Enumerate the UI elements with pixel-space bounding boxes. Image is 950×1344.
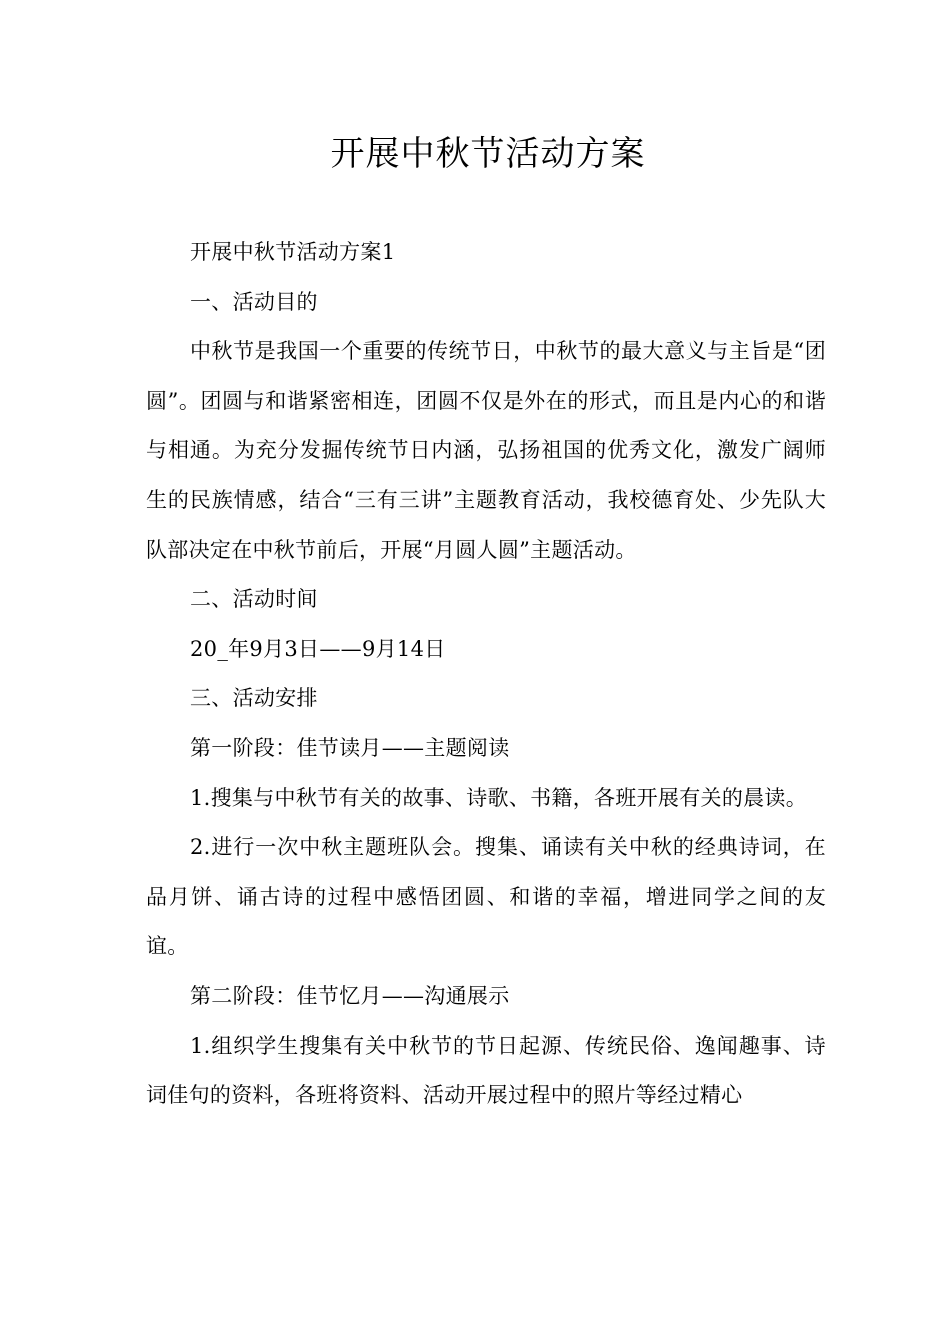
paragraph-section-time: 二、活动时间 — [190, 587, 318, 612]
paragraph-section-purpose: 一、活动目的 — [190, 289, 318, 314]
paragraph-time-text: 20_年9月3日——9月14日 — [190, 636, 446, 661]
paragraph-purpose-text: 中秋节是我国一个重要的传统节日，中秋节的最大意义与主旨是“团圆”。团圆与和谐紧密相连，团圆不仅是外在的形式，而且是内心的和谐与相通。为充分发掘传统节日内涵，弘扬祖国的优秀文化，激发广阔师生的民族情感，结合“三有三讲”主题教育活动，我校德育处、少先队大队部决定在中秋节前后，开展“月圆人圆”主题活动。 — [146, 339, 826, 562]
paragraph-stage-one: 第一阶段：佳节读月——主题阅读 — [190, 735, 510, 760]
document-body — [146, 228, 826, 1121]
paragraph-section-arrangement: 三、活动安排 — [190, 686, 318, 711]
paragraph-stage-one-item-1: 1.搜集与中秋节有关的故事、诗歌、书籍，各班开展有关的晨读。 — [190, 785, 808, 810]
paragraph-stage-one-item-2: 2.进行一次中秋主题班队会。搜集、诵读有关中秋的经典诗词，在品月饼、诵古诗的过程中感悟团圆、和谐的幸福，增进同学之间的友谊。 — [146, 835, 826, 959]
paragraph-stage-two: 第二阶段：佳节忆月——沟通展示 — [190, 983, 510, 1008]
paragraph-stage-two-item-1: 1.组织学生搜集有关中秋节的节日起源、传统民俗、逸闻趣事、诗词佳句的资料，各班将资料、活动开展过程中的照片等经过精心 — [146, 1033, 826, 1108]
document-title: 开展中秋节活动方案 — [330, 134, 646, 174]
paragraph-plan-heading: 开展中秋节活动方案1 — [190, 240, 396, 264]
